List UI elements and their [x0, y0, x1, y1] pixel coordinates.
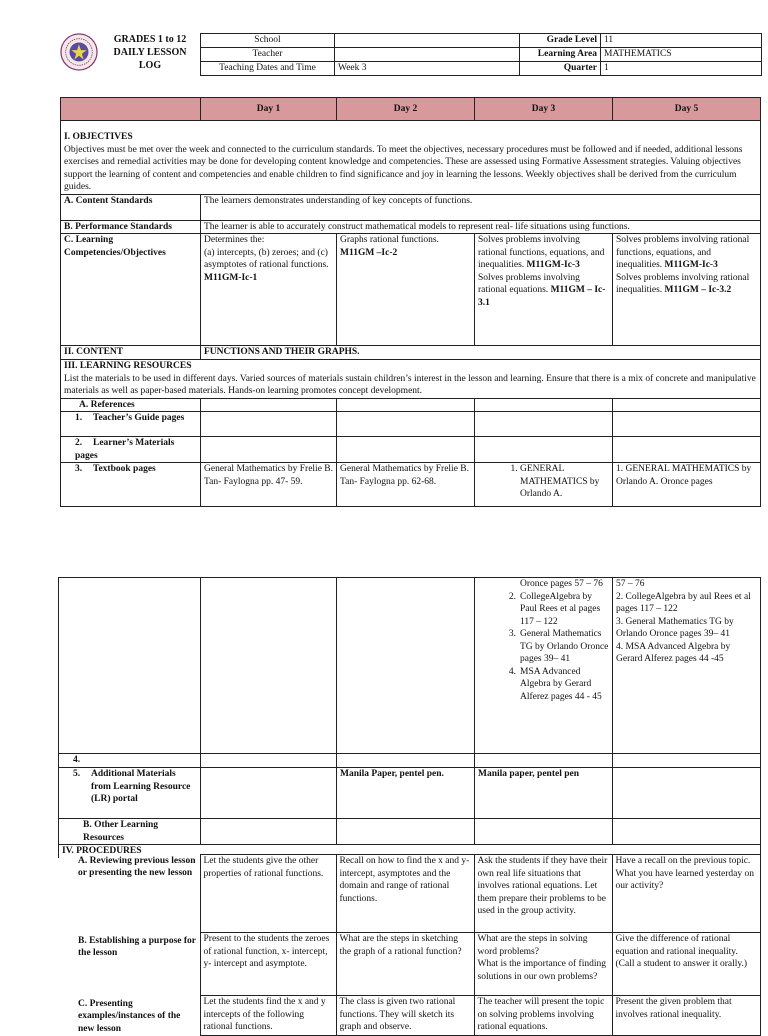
days-header-row	[61, 98, 761, 121]
textbook-day3-num-3: 4.	[508, 666, 516, 677]
day-3-header: Day 3	[475, 98, 613, 121]
textbook-day2: General Mathematics by Frelie B. Tan- Faylogna pp. 62-68.	[337, 463, 475, 507]
procedure-c-day1: Let the students find the x and y intercepts of the following rational functions.	[200, 996, 336, 1036]
objectives-text: Objectives must be met over the week and connected to the curriculum standards. To meet the objectives, necessary procedures must be followed and if needed, additional lessons exercises and remedial activities may be done for developing content knowledge and competencies. These are assessed using Formative Assessment strategies. Valuing objectives support the learning of content and competencies and enable children to find significance and joy in learning the lessons. Weekly objectives shall be derived from the curriculum guides.	[64, 144, 743, 192]
content-value: FUNCTIONS AND THEIR GRAPHS.	[201, 346, 761, 360]
competency-day5-code2: M11GM – Ic-3.2	[662, 285, 732, 295]
row-4-label	[59, 754, 201, 768]
learners-materials-text: Learner’s Materials pages	[75, 438, 175, 461]
textbook-day3-cont-3: MSA Advanced Algebra by Gerard Alferez pages 44 - 45	[520, 666, 602, 702]
competency-day3-code2: M11GM – Ic-3.1	[478, 285, 606, 308]
textbook-num: 3.	[75, 464, 83, 474]
quarter-field[interactable]: 1	[601, 62, 762, 76]
days-header-blank	[61, 98, 201, 121]
log-title	[100, 33, 200, 72]
learners-materials-num: 2.	[75, 438, 83, 448]
procedures-heading: IV. PROCEDURES	[59, 845, 761, 858]
competencies-label-line2: Competencies/Objectives	[64, 247, 166, 258]
textbook-label	[61, 463, 201, 507]
competency-day5	[613, 234, 761, 346]
additional-materials-day2: Manila Paper, pentel pen.	[337, 768, 475, 819]
content-standards-value: The learners demonstrates understanding of key concepts of functions.	[201, 194, 761, 220]
textbook-day3-item1: 1. GENERAL MATHEMATICS by Orlando A.	[520, 463, 609, 501]
learning-area-label: Learning Area	[520, 48, 601, 62]
lesson-table-page1	[60, 97, 761, 507]
day-2-header: Day 2	[337, 98, 475, 121]
procedure-c-day5: Present the given problem that involves rational inequality.	[612, 996, 760, 1036]
competency-day5-code: M11GM-Ic-3	[662, 260, 718, 270]
row-4	[59, 754, 761, 768]
log-title-line3: LOG	[138, 60, 162, 71]
competency-day3	[475, 234, 613, 346]
procedure-b-day3: What are the steps in solving word problems? What is the importance of finding solutions in our own problems?	[474, 933, 612, 996]
textbook-day5: 1. GENERAL MATHEMATICS by Orlando A. Oronce pages	[613, 463, 761, 507]
procedure-a-label: A. Reviewing previous lesson or presenting the new lesson	[78, 855, 196, 878]
learning-resources-heading: III. LEARNING RESOURCES	[64, 361, 192, 371]
additional-materials-label	[59, 768, 201, 819]
procedure-a-row	[58, 855, 760, 933]
textbook-day5-continued: 57 – 76 2. CollegeAlgebra by aul Rees et al pages 117 – 122 3. General Mathematics TG by Orlando Oronce pages 39– 41 4. MSA Advanced Algebra by Gerard Alferez pages 44 -45	[613, 578, 761, 754]
competency-day2-text: Graphs rational functions.	[340, 235, 439, 245]
textbook-day1: General Mathematics by Frelie B. Tan- Faylogna pp. 47- 59.	[201, 463, 337, 507]
teachers-guide-row	[61, 412, 761, 437]
procedure-b-day1: Present to the students the zeroes of rational function, x- intercept, y- intercept and asymptote.	[200, 933, 336, 996]
competencies-row	[61, 234, 761, 346]
additional-materials-text: Additional Materials from Learning Resource (LR) portal	[91, 769, 191, 804]
objectives-cell	[61, 121, 761, 195]
grade-level-field[interactable]: 11	[601, 34, 762, 48]
procedure-b-day2: What are the steps in sketching the graph of a rational function?	[336, 933, 474, 996]
textbook-day3-cont-1: CollegeAlgebra by Paul Rees et al pages 117 – 122	[520, 591, 601, 627]
learning-area-field[interactable]: MATHEMATICS	[601, 48, 762, 62]
school-label: School	[201, 34, 335, 48]
teachers-guide-label	[61, 412, 201, 437]
textbook-day3-num-2: 3.	[508, 629, 516, 639]
textbook-row	[61, 463, 761, 507]
textbook-text: Textbook pages	[93, 464, 156, 474]
performance-standards-row	[61, 220, 761, 234]
other-resources-row	[59, 819, 761, 845]
competencies-label-line1: C. Learning	[64, 235, 114, 245]
quarter-label: Quarter	[520, 62, 601, 76]
school-field[interactable]	[335, 34, 520, 48]
deped-seal-icon	[60, 33, 98, 71]
references-label: A. References	[61, 398, 201, 412]
additional-materials-num: 5.	[73, 769, 81, 779]
teachers-guide-num: 1.	[75, 413, 83, 423]
procedure-c-label: C. Presenting examples/instances of the new lesson	[78, 998, 181, 1034]
learning-resources-cell	[61, 360, 761, 399]
content-standards-label: A. Content Standards	[61, 194, 201, 220]
content-row	[61, 346, 761, 360]
competency-day1-code: M11GM-Ic-1	[204, 272, 258, 283]
competency-day1	[201, 234, 337, 346]
textbook-continued-row	[59, 578, 761, 754]
competency-day5-text: Solves problems involving rational functions, equations, and inequalities.	[616, 235, 750, 270]
day-1-header: Day 1	[201, 98, 337, 121]
learning-resources-text: List the materials to be used in different days. Varied sources of materials sustain children’s interest in the lesson and learning. Ensure that there is a mix of concrete and manipulative materials as well as paper-based materials. Hands-on learning promotes concept development.	[64, 373, 756, 396]
textbook-day3-cont-2: General Mathematics TG by Orlando Oronce pages 39– 41	[520, 629, 609, 664]
header-table	[200, 33, 762, 76]
competencies-label	[61, 234, 201, 346]
references-row	[61, 398, 761, 412]
additional-materials-day3: Manila paper, pentel pen	[475, 768, 613, 819]
teacher-field[interactable]	[335, 48, 520, 62]
competency-day3-code: M11GM-Ic-3	[524, 260, 580, 270]
objectives-row	[61, 121, 761, 195]
procedure-a-day5: Have a recall on the previous topic. What you have learned yesterday on our activity?	[612, 855, 760, 933]
lesson-table-page2	[58, 577, 761, 858]
procedure-b-row	[58, 933, 760, 996]
performance-standards-label: B. Performance Standards	[61, 220, 201, 234]
log-title-line2: DAILY LESSON	[113, 47, 187, 58]
procedures-table	[58, 854, 761, 1036]
competency-day3-text: Solves problems involving rational functions, equations, and inequalities.	[478, 235, 605, 270]
learners-materials-label	[61, 437, 201, 463]
procedure-c-day3: The teacher will present the topic on solving problems involving rational equations.	[474, 996, 612, 1036]
procedure-a-day1: Let the students give the other properties of rational functions.	[200, 855, 336, 933]
content-standards-row	[61, 194, 761, 220]
procedure-a-day3: Ask the students if they have their own real life situations that involves rational equations. Let them prepare their problems to be used in the group activity.	[474, 855, 612, 933]
competency-day2	[337, 234, 475, 346]
teaching-dates-field[interactable]: Week 3	[335, 62, 520, 76]
textbook-day3-cont-0: Oronce pages 57 – 76	[520, 579, 603, 589]
row-4-num: 4.	[73, 755, 81, 765]
learners-materials-row	[61, 437, 761, 463]
procedure-c-day2: The class is given two rational functions. They will sketch its graph and observe.	[336, 996, 474, 1036]
teachers-guide-text: Teacher’s Guide pages	[93, 413, 185, 423]
competency-day5-text2: Solves problems involving rational inequalities.	[616, 272, 750, 295]
procedure-b-day5: Give the difference of rational equation and rational inequality. (Call a student to answer it orally.)	[612, 933, 760, 996]
procedure-c-row	[58, 996, 760, 1036]
additional-materials-row	[59, 768, 761, 819]
log-title-line1: GRADES 1 to 12	[113, 34, 187, 45]
textbook-day3-continued	[475, 578, 613, 754]
procedure-a-day2: Recall on how to find the x and y- intercept, asymptotes and the domain and range of rational functions.	[336, 855, 474, 933]
performance-standards-value: The learner is able to accurately construct mathematical models to represent real- life situations using functions.	[201, 220, 761, 234]
other-resources-label: B. Other Learning Resources	[59, 819, 201, 845]
grade-level-label: Grade Level	[520, 34, 601, 48]
learning-resources-row	[61, 360, 761, 399]
textbook-day3	[475, 463, 613, 507]
competency-day3-text2: Solves problems involving rational equations.	[478, 272, 580, 295]
day-5-header: Day 5	[613, 98, 761, 121]
content-label: II. CONTENT	[61, 346, 201, 360]
teacher-label: Teacher	[201, 48, 335, 62]
teaching-dates-label: Teaching Dates and Time	[201, 62, 335, 76]
procedure-b-label: B. Establishing a purpose for the lesson	[78, 935, 196, 958]
objectives-heading: I. OBJECTIVES	[64, 132, 133, 142]
textbook-day3-num-1: 2.	[508, 591, 516, 602]
competency-day1-text: Determines the: (a) intercepts, (b) zeroes; and (c) asymptotes of rational functions.	[204, 235, 329, 270]
competency-day2-code: M11GM –Ic-2	[340, 247, 398, 258]
